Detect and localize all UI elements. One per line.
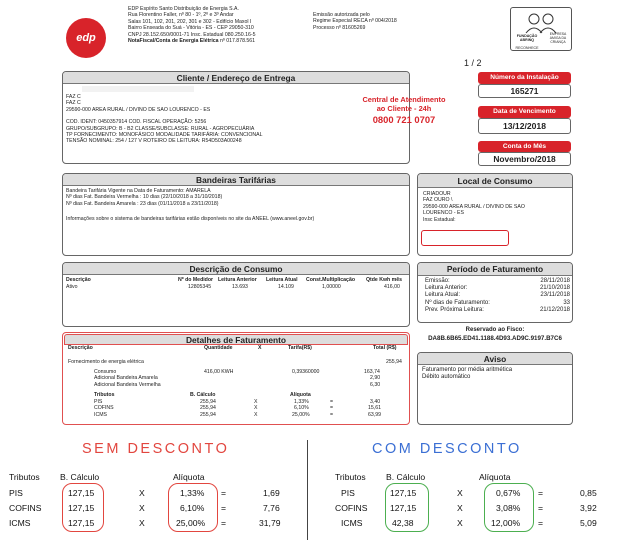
- seal-text: FUNDAÇÃO ABRINQ: [516, 34, 538, 43]
- nota-fiscal-line: NotaFiscal/Conta de Energia Elétrica nº 017.878.561: [128, 38, 256, 45]
- com-cell: COFINS: [335, 503, 368, 513]
- cliente-info-line: GRUPO/SUBGRUPO: B - B2 CLASSE/SUBCLASSE: RURAL - AGROPECUÁRIA: [66, 125, 255, 132]
- consumo-cell: Ativo: [66, 284, 78, 290]
- sem-cell: X: [139, 503, 145, 513]
- com-cell: 42,38: [392, 518, 414, 528]
- local-line: FAZ OURO \: [423, 197, 453, 204]
- detalhes-title: Detalhes de Faturamento: [64, 334, 408, 345]
- bandeiras-body: [66, 188, 406, 223]
- com-cell: 3,08%: [496, 503, 521, 513]
- com-cell: 5,09: [580, 518, 597, 528]
- bandeira-info: Informações sobre o sistema de bandeiras tarifárias estão disponíveis no site da ANEEL (www.aneel.gov.br): [66, 216, 315, 223]
- consumo-header: Qtde Kwh mês: [366, 277, 403, 283]
- cliente-info-line: TENSÃO NOMINAL: 254 / 127 V ROTEIRO DE LEITURA: R54D503A00248: [66, 138, 242, 145]
- com-header: Tributos: [335, 472, 366, 482]
- com-header: Alíquota: [479, 472, 511, 482]
- bandeira-line: Bandeira Tarifária Vigente na Data de Faturamento: AMARELA: [66, 188, 211, 194]
- com-cell: 12,00%: [491, 518, 521, 528]
- sem-cell: 1,33%: [180, 488, 205, 498]
- periodo-body: [425, 278, 570, 314]
- com-cell: X: [457, 488, 463, 498]
- aviso-body: [422, 367, 512, 381]
- com-cell: 0,67%: [496, 488, 521, 498]
- cliente-info-line: TP FORNECIMENTO: MONOFÁSICO MODALIDADE TARIFÁRIA: CONVENCIONAL: [66, 132, 263, 139]
- com-cell: =: [538, 503, 544, 513]
- local-title: Local de Consumo: [418, 174, 572, 188]
- bandeiras-panel: [62, 173, 410, 256]
- com-cell: =: [538, 488, 544, 498]
- company-line: Salas 101, 102, 201, 202, 301 e 302 - Edifício Maxol I: [128, 18, 252, 25]
- cliente-line2: FAZ C: [66, 100, 81, 107]
- cliente-info-line: COD. IDENT: 0450357914 COD. FISCAL OPERAÇÃO: 5256: [66, 119, 207, 126]
- sem-cell: 1,69: [263, 488, 280, 498]
- com-cell: 0,85: [580, 488, 597, 498]
- local-panel: [417, 173, 573, 256]
- sem-cell: 127,15: [68, 503, 95, 513]
- company-line: Bairro Enseada do Suá - Vitória - ES - CEP 29050-310: [128, 25, 254, 32]
- reservado-fisco: [417, 327, 573, 342]
- sem-cell: 31,79: [259, 518, 281, 528]
- emissao-line: Processo nº 81605269: [313, 24, 366, 31]
- detalhes-tributo-row: COFINS 255,94 X 6,10% = 15,61: [94, 405, 381, 412]
- consumo-cell: 1,00000: [322, 284, 341, 290]
- consumo-cell: 14.109: [278, 284, 294, 290]
- sem-cell: 7,76: [263, 503, 280, 513]
- consumo-cell: 12805345: [188, 284, 212, 290]
- periodo-row: Leitura Anterior: 21/10/2018: [425, 285, 570, 292]
- sem-cell: 127,15: [68, 518, 95, 528]
- company-line: EDP Espírito Santo Distribuição de Energia S.A.: [128, 6, 239, 12]
- com-cell: PIS: [341, 488, 355, 498]
- periodo-row: Prev. Próxima Leitura: 21/12/2018: [425, 306, 570, 313]
- highlight-circle: [484, 483, 534, 532]
- central-line: ao Cliente - 24h: [376, 103, 432, 113]
- central-atendimento: [350, 96, 458, 125]
- periodo-panel: [417, 262, 573, 323]
- sem-cell: X: [139, 488, 145, 498]
- bandeira-line: Nº dias Fat. Bandeira Vermelha : 10 dias (22/10/2018 a 31/10/2018): [66, 194, 223, 201]
- sem-cell: =: [221, 518, 227, 528]
- local-line: 29590-000 AREA RURAL / DIVINO DE SAO: [423, 203, 525, 210]
- sem-cell: =: [221, 488, 227, 498]
- sem-cell: 127,15: [68, 488, 95, 498]
- detalhes-tributo-row: ICMS 255,94 X 25,00% = 63,99: [94, 411, 381, 418]
- detalhes-panel: [62, 332, 410, 425]
- sem-cell: ICMS: [9, 518, 31, 528]
- sem-cell: 25,00%: [176, 518, 206, 528]
- conta-mes-label: Conta do Mês: [478, 141, 571, 152]
- com-cell: ICMS: [341, 518, 363, 528]
- seal-text: EMPRESA AMIGA DA CRIANÇA: [549, 32, 567, 44]
- emissao-info: [313, 12, 453, 31]
- detalhes-header-row: Descrição Quantidade X Tarifa(R$) Total (R$): [68, 345, 397, 351]
- local-line: LOURENCO - ES: [423, 210, 464, 217]
- highlight-circle: [385, 483, 429, 532]
- company-info: [128, 6, 328, 44]
- consumo-title: Descrição de Consumo: [63, 263, 409, 275]
- sem-cell: PIS: [9, 488, 23, 498]
- sem-cell: COFINS: [9, 503, 42, 513]
- company-line: CNPJ 28.152.650/0001-71 Insc. Estadual 080.250.16-5: [128, 31, 256, 38]
- sem-header: Tributos: [9, 472, 40, 482]
- vencimento-label: Data de Vencimento: [478, 106, 571, 118]
- com-cell: =: [538, 518, 544, 528]
- seal-text: RECONHECE: [515, 46, 539, 50]
- detalhes-item: Consumo 416,00 KWH 0,39360000 163,74: [94, 369, 380, 375]
- consumo-header: Const.Multiplicação: [306, 277, 355, 283]
- consumo-cell: 416,00: [384, 284, 400, 290]
- detalhes-tributos: [68, 399, 406, 419]
- bandeira-line: Nº dias Fat. Bandeira Amarela : 23 dias (01/11/2018 a 23/11/2018): [66, 200, 219, 207]
- bandeiras-title: Bandeiras Tarifárias: [63, 174, 409, 186]
- periodo-row: Nº dias de Faturamento: 33: [425, 299, 570, 306]
- aviso-line: Débito automático: [422, 374, 471, 381]
- cliente-body: [66, 86, 386, 145]
- highlight-box: [421, 230, 509, 246]
- sem-header: B. Cálculo: [60, 472, 100, 482]
- reservado-label: Reservado ao Fisco:: [465, 327, 525, 333]
- sem-desconto-title: SEM DESCONTO: [82, 441, 230, 457]
- com-header: B. Cálculo: [386, 472, 426, 482]
- com-cell: 3,92: [580, 503, 597, 513]
- central-phone: 0800 721 0707: [372, 114, 436, 126]
- emissao-line: Regime Especial RECA nº 004/2018: [313, 18, 397, 25]
- instalacao-value: 165271: [478, 84, 571, 98]
- edp-logo: edp: [66, 18, 106, 58]
- reservado-value: DA8B.6B65.ED41.1188.4D93.AD9C.9197.B7C6: [428, 335, 562, 343]
- consumo-panel: [62, 262, 410, 327]
- cliente-address: 29590-000 AREA RURAL / DIVINO DE SAO LOURENCO - ES: [66, 106, 211, 113]
- instalacao-label: Número da Instalação: [478, 72, 571, 84]
- aviso-title: Aviso: [418, 353, 572, 365]
- cliente-title: Cliente / Endereço de Entrega: [63, 72, 409, 84]
- sem-cell: =: [221, 503, 227, 513]
- consumo-header: Nº do Medidor: [178, 277, 214, 283]
- sem-cell: 6,10%: [180, 503, 205, 513]
- highlight-circle: [62, 483, 104, 532]
- page-number: 1 / 2: [464, 58, 482, 68]
- consumo-cell: 13.693: [232, 284, 248, 290]
- aviso-line: Faturamento por média aritmética: [422, 367, 513, 373]
- central-line: Central de Atendimento: [362, 95, 446, 104]
- highlight-circle: [168, 483, 218, 532]
- detalhes-items: [68, 369, 406, 389]
- vencimento-value: 13/12/2018: [478, 118, 571, 134]
- periodo-row: Emissão: 28/11/2018: [425, 278, 570, 284]
- consumo-header: Descrição: [66, 277, 91, 283]
- detalhes-item: Adicional Bandeira Vermelha 6,30: [94, 381, 381, 388]
- sem-header: Alíquota: [173, 472, 205, 482]
- local-line: Insc Estadual:: [423, 216, 456, 223]
- local-body: [423, 191, 573, 223]
- consumo-header: Leitura Anterior: [218, 277, 257, 283]
- com-cell: 127,15: [390, 503, 417, 513]
- periodo-row: Leitura Atual: 23/11/2018: [425, 292, 570, 299]
- fornecimento-row: Fornecimento de energia elétrica 255,94: [68, 359, 402, 365]
- periodo-title: Período de Faturamento: [418, 263, 572, 276]
- conta-mes-value: Novembro/2018: [478, 152, 571, 166]
- com-cell: 127,15: [390, 488, 417, 498]
- redacted-bar: [82, 86, 194, 92]
- com-cell: X: [457, 503, 463, 513]
- cliente-name: FAZ C: [66, 94, 81, 100]
- local-line: CRIADOUR: [423, 191, 451, 197]
- com-cell: X: [457, 518, 463, 528]
- detalhes-item: Adicional Bandeira Amarela 2,90: [94, 375, 381, 382]
- aviso-panel: [417, 352, 573, 425]
- com-desconto-title: COM DESCONTO: [372, 441, 522, 457]
- detalhes-trib-header: Tributos B. Cálculo Alíquota: [94, 392, 311, 398]
- sem-cell: X: [139, 518, 145, 528]
- abrinq-seal: [510, 7, 572, 51]
- divider: [307, 440, 308, 540]
- emissao-line: Emissão autorizada pelo: [313, 12, 370, 18]
- consumo-header: Leitura Atual: [266, 277, 298, 283]
- detalhes-tributo-row: PIS 255,94 X 1,33% = 3,40: [94, 399, 381, 405]
- company-line: Rua Florentino Faller, nº 80 - 1º, 2º e 3º Andar: [128, 12, 234, 19]
